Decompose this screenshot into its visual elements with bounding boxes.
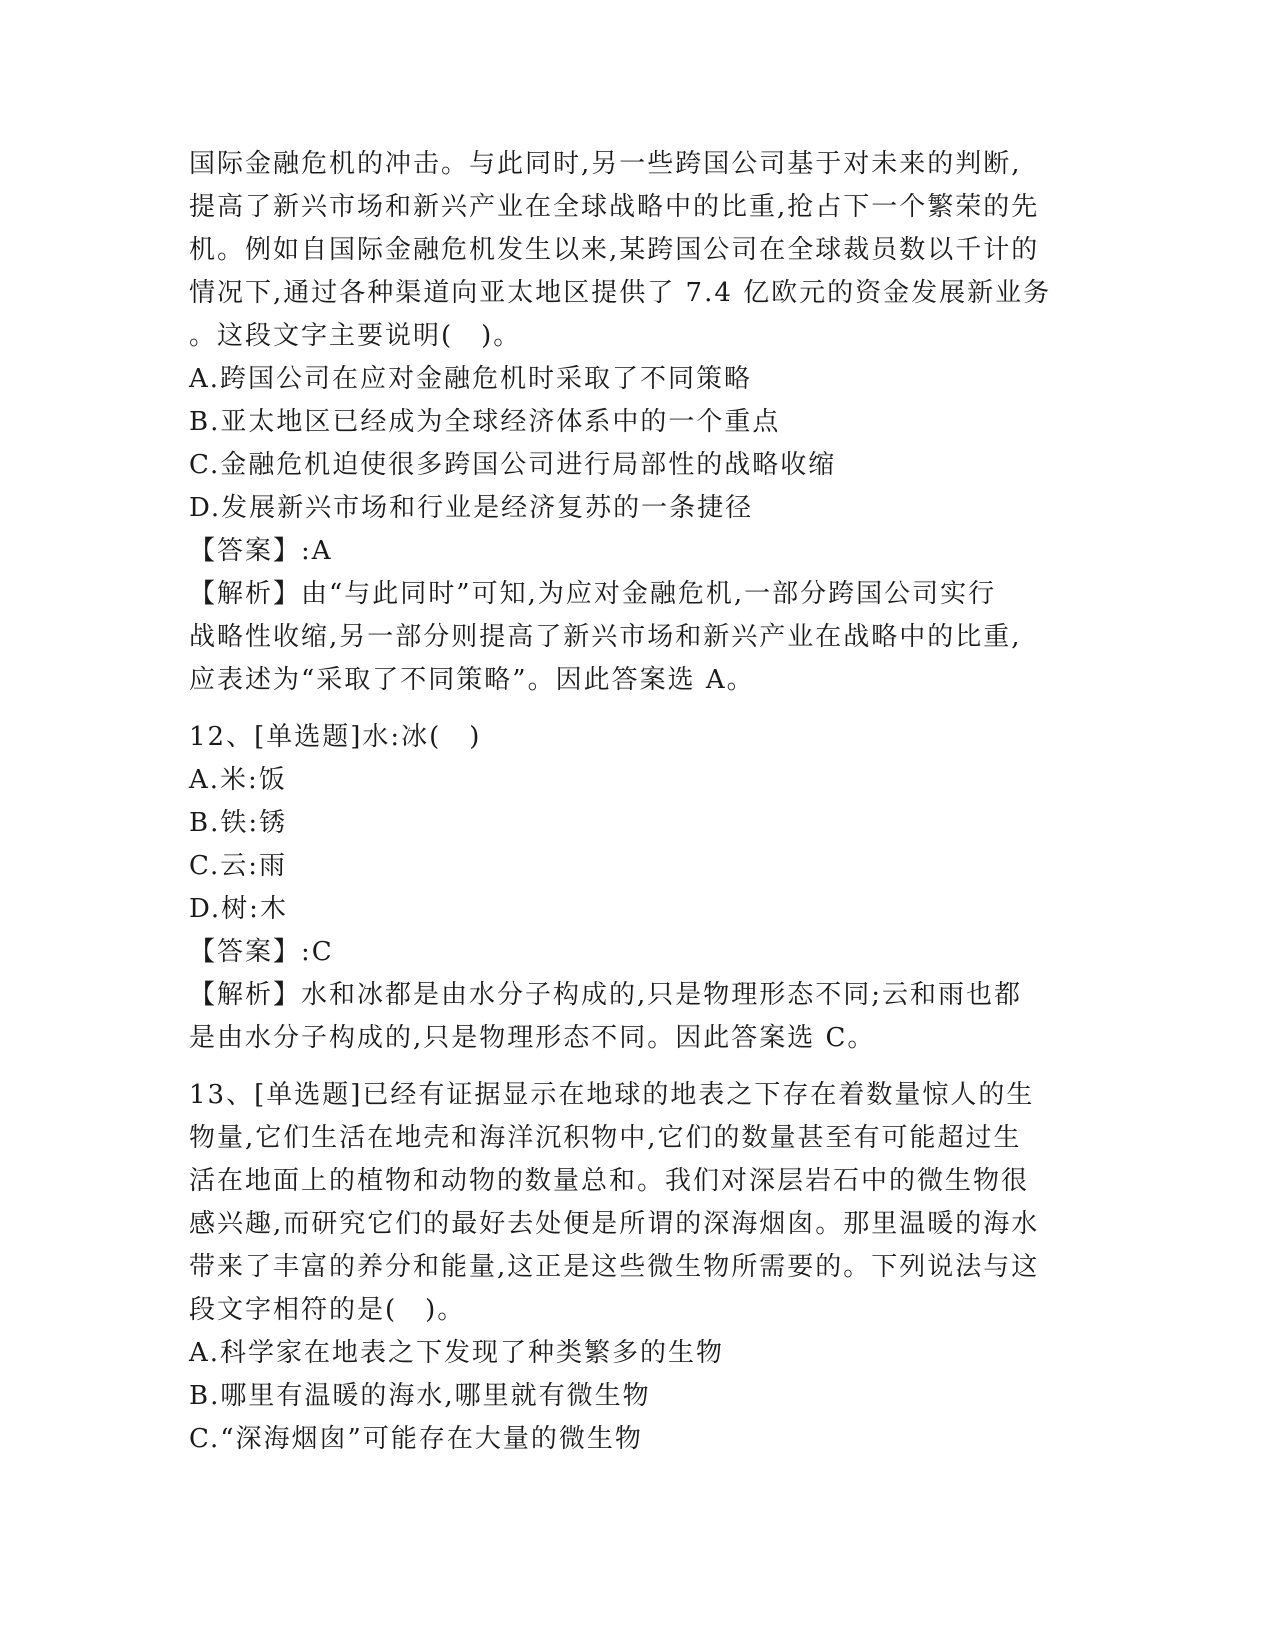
question-stem-line: 感兴趣,而研究它们的最好去处便是所谓的深海烟囱。那里温暖的海水 xyxy=(189,1209,1040,1239)
question-stem-line: 带来了丰富的养分和能量,这正是这些微生物所需要的。下列说法与这 xyxy=(189,1252,1040,1282)
question-stem-line: 13、[单选题]已经有证据显示在地球的地表之下存在着数量惊人的生 xyxy=(189,1080,1035,1110)
question-stem-line: 。这段文字主要说明( )。 xyxy=(189,321,522,351)
analysis-line: 【解析】水和冰都是由水分子构成的,只是物理形态不同;云和雨也都 xyxy=(189,980,1023,1010)
section-gap xyxy=(189,702,1089,716)
question-stem-line: 段文字相符的是( )。 xyxy=(189,1295,466,1325)
option-d: D.发展新兴市场和行业是经济复苏的一条捷径 xyxy=(189,493,754,523)
option-b: B.铁:锈 xyxy=(189,808,288,838)
option-b: B.哪里有温暖的海水,哪里就有微生物 xyxy=(189,1381,651,1411)
question-12 xyxy=(189,716,1089,1060)
question-stem-line: 机。例如自国际金融危机发生以来,某跨国公司在全球裁员数以千计的 xyxy=(189,235,1040,265)
option-c: C.云:雨 xyxy=(189,851,287,881)
question-stem-line: 活在地面上的植物和动物的数量总和。我们对深层岩石中的微生物很 xyxy=(189,1166,1030,1196)
section-gap xyxy=(189,1060,1089,1074)
option-c: C.金融危机迫使很多跨国公司进行局部性的战略收缩 xyxy=(189,450,837,480)
option-d: D.树:木 xyxy=(189,894,288,924)
question-stem-line: 国际金融危机的冲击。与此同时,另一些跨国公司基于对未来的判断, xyxy=(189,149,1022,179)
question-stem-line: 物量,它们生活在地壳和海洋沉积物中,它们的数量甚至有可能超过生 xyxy=(189,1123,1022,1153)
question-stem-line: 12、[单选题]水:冰( ) xyxy=(189,722,482,752)
document-page xyxy=(189,143,1089,1461)
question-stem-line: 提高了新兴市场和新兴产业在全球战略中的比重,抢占下一个繁荣的先 xyxy=(189,192,1040,222)
analysis-line: 应表述为“采取了不同策略”。因此答案选 A。 xyxy=(189,665,755,695)
answer-line: 【答案】:A xyxy=(189,536,333,566)
option-b: B.亚太地区已经成为全球经济体系中的一个重点 xyxy=(189,407,781,437)
question-13 xyxy=(189,1074,1089,1461)
option-c: C.“深海烟囱”可能存在大量的微生物 xyxy=(189,1424,643,1454)
analysis-line: 是由水分子构成的,只是物理形态不同。因此答案选 C。 xyxy=(189,1023,876,1053)
analysis-line: 【解析】由“与此同时”可知,为应对金融危机,一部分跨国公司实行 xyxy=(189,579,997,609)
option-a: A.米:饭 xyxy=(189,765,287,795)
question-stem-line: 情况下,通过各种渠道向亚太地区提供了 7.4 亿欧元的资金发展新业务 xyxy=(189,278,1052,308)
answer-line: 【答案】:C xyxy=(189,937,334,967)
option-a: A.跨国公司在应对金融危机时采取了不同策略 xyxy=(189,364,753,394)
question-11 xyxy=(189,143,1089,702)
analysis-line: 战略性收缩,另一部分则提高了新兴市场和新兴产业在战略中的比重, xyxy=(189,622,1022,652)
option-a: A.科学家在地表之下发现了种类繁多的生物 xyxy=(189,1338,725,1368)
